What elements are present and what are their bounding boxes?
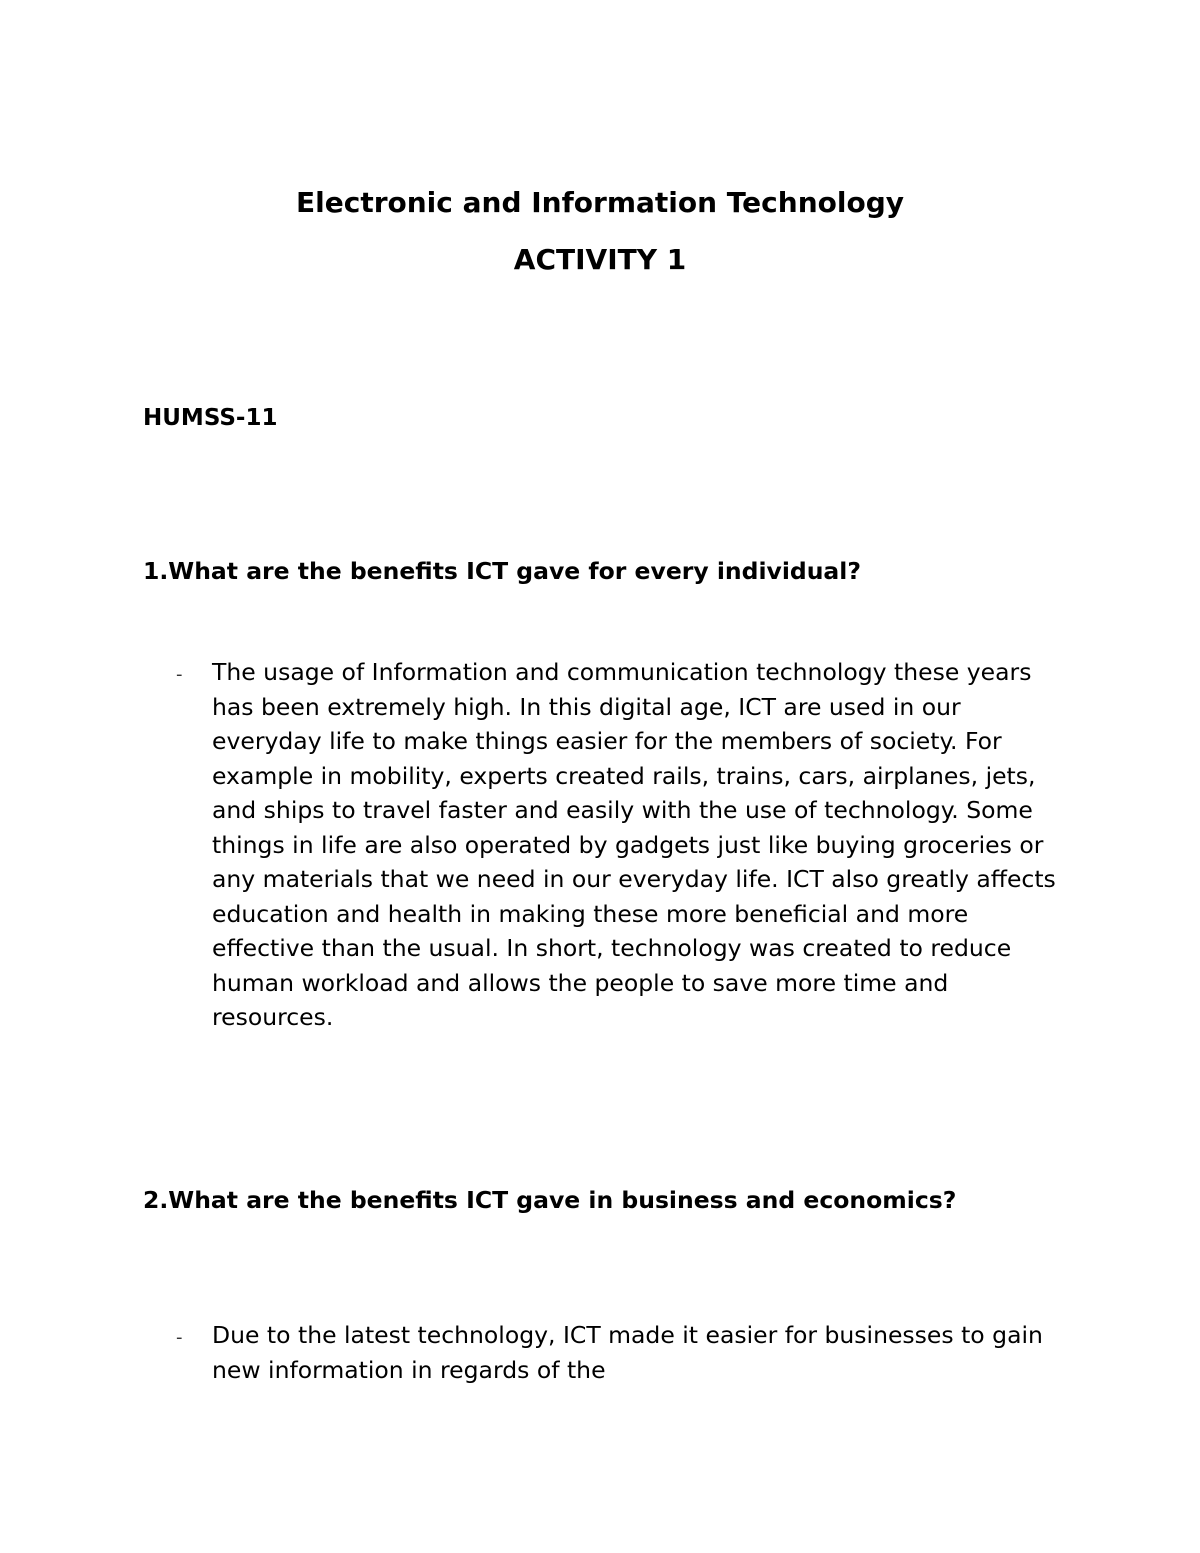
- class-label: HUMSS-11: [143, 405, 278, 431]
- question-1: 1.What are the benefits ICT gave for every individual?: [143, 557, 861, 585]
- answer-1-bullet: -: [176, 664, 183, 685]
- activity-heading: ACTIVITY 1: [513, 243, 687, 276]
- document-title: Electronic and Information Technology: [296, 186, 904, 219]
- answer-2-bullet: -: [176, 1327, 183, 1348]
- answer-1: The usage of Information and communication technology these years has been extremely high. In this digital age, ICT are used in our everyday life to make things easier for the members of society. For example in mobility, experts created rails, trains, cars, airplanes, jets, and ships to travel faster and easily with the use of technology. Some things in life are also operated by gadgets just like buying groceries or any materials that we need in our everyday life. ICT also greatly affects education and health in making these more beneficial and more effective than the usual. In short, technology was created to reduce human workload and allows the people to save more time and resources.: [212, 658, 1056, 1031]
- answer-2: Due to the latest technology, ICT made it easier for businesses to gain new information in regards of the: [212, 1321, 1043, 1384]
- question-2: 2.What are the benefits ICT gave in business and economics?: [143, 1186, 957, 1214]
